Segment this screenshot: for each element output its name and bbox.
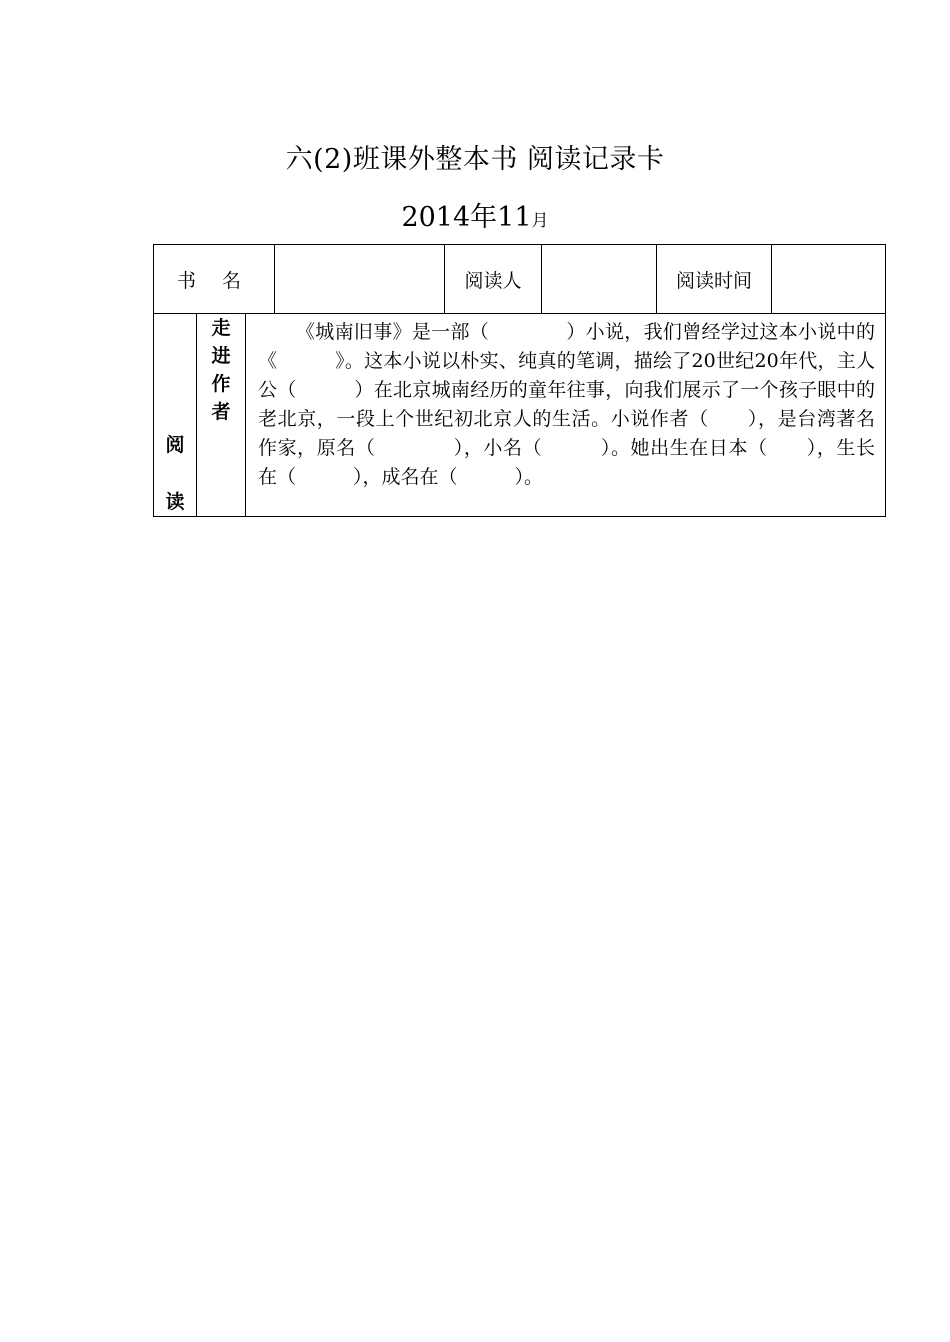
date-month-char: 月 <box>531 211 549 231</box>
date-year-month: 2014年11 <box>401 202 532 233</box>
section-char: 作 <box>211 373 231 395</box>
header-row <box>154 245 886 314</box>
reading-record-table <box>153 244 886 517</box>
section-label-author <box>197 314 246 517</box>
author-intro-text: 《城南旧事》是一部（ ）小说，我们曾经学过这本小说中的《 》。这本小说以朴实、纯真的笔调，描绘了20世纪20年代，主人公（ ）在北京城南经历的童年往事，向我们展示了一个孩子眼中的老北京，一段上个世纪初北京人的生活。小说作者（ ），是台湾著名作家，原名（ ），小名（ ）。她出生在日本（ ），生长在（ ），成名在（ ）。 <box>258 321 875 488</box>
document-title: 六(2)班课外整本书 阅读记录卡 <box>285 144 665 175</box>
reading-time-label: 阅读时间 <box>657 245 772 314</box>
section-char: 读 <box>165 491 185 513</box>
reading-time-field[interactable] <box>772 245 886 314</box>
reader-field[interactable] <box>542 245 657 314</box>
section-label-reading <box>154 314 197 517</box>
section-char: 者 <box>211 401 231 423</box>
reader-label: 阅读人 <box>445 245 542 314</box>
section-char: 走 <box>211 317 231 339</box>
section-char: 进 <box>211 345 231 367</box>
section-char: 阅 <box>165 434 185 456</box>
book-name-label: 书 名 <box>154 245 275 314</box>
content-row <box>154 314 886 517</box>
author-content-cell[interactable] <box>246 314 886 517</box>
book-name-field[interactable] <box>275 245 445 314</box>
document-date <box>0 198 950 241</box>
